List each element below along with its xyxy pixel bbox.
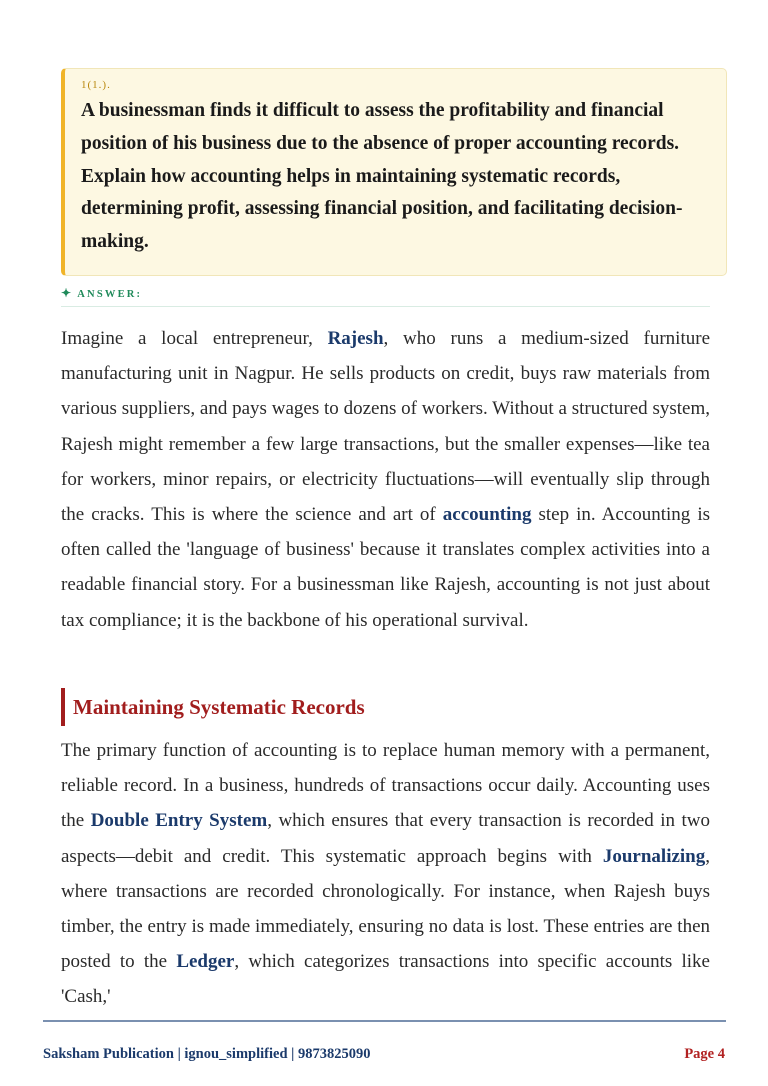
keyword-double-entry-system: Double Entry System [90, 810, 268, 832]
answer-paragraph-records [61, 733, 710, 1015]
keyword-ledger: Ledger [176, 951, 235, 973]
footer-divider [43, 1020, 726, 1022]
question-number: 1(1.). [81, 79, 111, 91]
keyword-rajesh: Rajesh [327, 328, 384, 349]
answer-label-text: ANSWER: [77, 289, 143, 300]
question-text: A businessman finds it difficult to assess the profitability and financial position of his business due to the absence of proper accounting records. Explain how accounting helps in maintaining systematic records, determining profit, assessing financial position, and facilitating decision-making. [81, 100, 683, 253]
text-run: Imagine a local entrepreneur, [61, 328, 328, 349]
section-heading: Maintaining Systematic Records [61, 688, 365, 726]
answer-divider [61, 306, 710, 307]
question-box [61, 68, 727, 276]
answer-label [61, 286, 142, 301]
keyword-accounting: accounting [442, 504, 532, 526]
footer-publisher: Saksham Publication | ignou_simplified | 9873825090 [43, 1046, 371, 1062]
text-run: , which ensures that every transaction is recorded in two aspects—debit and credit. This systematic approach begins with [61, 810, 710, 867]
text-run: , which categorizes transactions into specific accounts like 'Cash,' [61, 951, 710, 1008]
answer-paragraph-intro [61, 321, 710, 638]
text-run: , who runs a medium-sized furniture manufacturing unit in Nagpur. He sells products on credit, buys raw materials from various suppliers, and pays wages to dozens of workers. Without a structured system, Rajesh might remember a few large transactions, but the smaller expenses—like tea for workers, minor repairs, or electricity fluctuations—will eventually slip through the cracks. This is where the science and art of [61, 328, 710, 526]
sparkle-icon: ✦ [61, 286, 74, 300]
text-run: The primary function of accounting is to replace human memory with a permanent, reliable record. In a business, hundreds of transactions occur daily. Accounting uses the [61, 740, 710, 832]
page-number: Page 4 [684, 1046, 725, 1062]
keyword-journalizing: Journalizing [602, 845, 706, 867]
text-run: , where transactions are recorded chronologically. For instance, when Rajesh buys timber, the entry is made immediately, ensuring no data is lost. These entries are then posted to the [61, 845, 710, 973]
text-run: step in. Accounting is often called the 'language of business' because it translates complex activities into a readable financial story. For a businessman like Rajesh, accounting is not just about tax compliance; it is the backbone of his operational survival. [61, 504, 711, 631]
